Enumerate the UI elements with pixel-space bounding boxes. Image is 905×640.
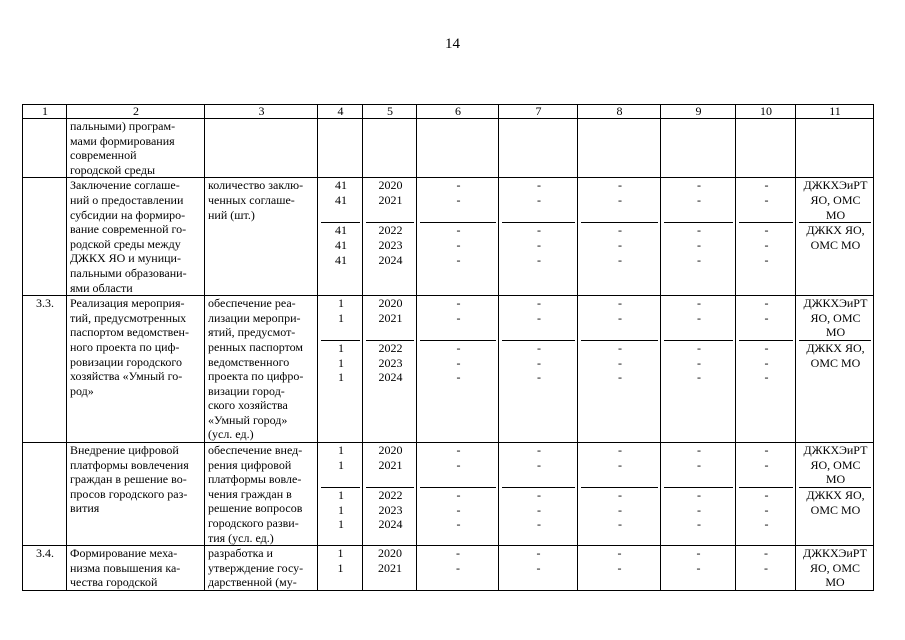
- indicator-name: разработка и: [208, 546, 273, 561]
- dash: -: [764, 252, 769, 267]
- dash: -: [618, 341, 622, 356]
- dash: -: [697, 488, 701, 503]
- dash: -: [456, 355, 461, 370]
- activity-name: просов городского раз-: [70, 486, 188, 501]
- indicator-name: ятий, предусмот-: [208, 325, 296, 340]
- activity-name: ний о предоставлении: [70, 192, 184, 207]
- year: 2020: [378, 178, 403, 193]
- item-number-cell: [23, 119, 67, 178]
- item-number-cell: [23, 296, 67, 443]
- indicator-name: количество заклю-: [208, 178, 304, 193]
- dash-cell: [661, 443, 736, 546]
- year: 2022: [378, 223, 403, 238]
- value-cell: [318, 546, 363, 591]
- dash: -: [618, 443, 622, 458]
- value: 1: [338, 517, 344, 532]
- dash: -: [697, 517, 701, 532]
- dash: -: [618, 488, 622, 503]
- executor-cell: [796, 296, 874, 443]
- dash: -: [697, 502, 701, 517]
- dash: -: [456, 341, 461, 356]
- executor: МО: [825, 325, 846, 340]
- item-number: 3.3.: [36, 296, 54, 311]
- dash: -: [537, 178, 541, 193]
- executor: ДЖКХЭиРТ: [803, 546, 867, 561]
- dash: -: [537, 457, 541, 472]
- activity-name: хозяйства «Умный го-: [70, 369, 183, 384]
- indicator-name: дарственной (му-: [208, 575, 297, 590]
- dash: -: [764, 178, 769, 193]
- dash: -: [764, 237, 769, 252]
- dash-cell: [499, 443, 578, 546]
- dash-cell: [578, 296, 661, 443]
- value-cell: [318, 178, 363, 296]
- activity-name: вание современной го-: [70, 222, 187, 237]
- year: 2021: [378, 192, 403, 207]
- value: 1: [338, 310, 344, 325]
- executor: ДЖКХЭиРТ: [803, 178, 868, 193]
- dash: -: [537, 237, 541, 252]
- header-cell: 1: [23, 105, 67, 119]
- dash: -: [456, 192, 461, 207]
- dash: -: [764, 370, 769, 385]
- value: 41: [335, 192, 347, 207]
- dash: -: [537, 223, 541, 238]
- indicator-name: визации город-: [208, 383, 285, 398]
- dash: -: [456, 178, 461, 193]
- dash: -: [697, 296, 701, 311]
- activity-name: род»: [70, 383, 94, 398]
- executor: ЯО, ОМС: [809, 560, 860, 575]
- dash: -: [764, 546, 768, 561]
- value: 1: [338, 370, 344, 385]
- year: 2020: [378, 546, 402, 561]
- year: 2024: [378, 252, 403, 267]
- data-table: [22, 104, 874, 591]
- dash: -: [536, 560, 541, 575]
- executor: ЯО, ОМС: [810, 192, 861, 207]
- executor: ЯО, ОМС: [810, 457, 861, 472]
- year-cell: [363, 119, 417, 178]
- value: 1: [338, 502, 344, 517]
- dash: -: [618, 517, 622, 532]
- executor: ДЖКХ ЯО,: [806, 223, 865, 238]
- dash: -: [618, 178, 622, 193]
- page-number: 14: [445, 36, 460, 52]
- year: 2023: [378, 237, 403, 252]
- indicator-name-cell: [205, 178, 318, 296]
- dash: -: [764, 192, 769, 207]
- dash: -: [617, 546, 622, 561]
- header-cell: 3: [205, 105, 318, 119]
- year-cell: [363, 178, 417, 296]
- indicator-name: ведомственного: [208, 354, 290, 369]
- indicator-name-cell: [205, 119, 318, 178]
- indicator-name: тия (усл. ед.): [208, 530, 274, 545]
- activity-name: платформы вовлечения: [70, 457, 189, 472]
- value: 41: [335, 223, 347, 238]
- dash-cell: [499, 178, 578, 296]
- table-row: [23, 296, 874, 443]
- value-cell: [318, 443, 363, 546]
- value: 1: [338, 296, 344, 311]
- dash-cell: [661, 178, 736, 296]
- table-row: [23, 443, 874, 546]
- dash-cell: [499, 119, 578, 178]
- header-cell: 6: [417, 105, 499, 119]
- dash: -: [764, 457, 769, 472]
- indicator-name: платформы вовле-: [208, 472, 302, 487]
- dash: -: [697, 341, 701, 356]
- dash-cell: [736, 546, 796, 591]
- dash: -: [537, 502, 541, 517]
- indicator-name: (усл. ед.): [208, 427, 254, 442]
- year: 2021: [378, 560, 402, 575]
- dash: -: [537, 355, 541, 370]
- dash: -: [618, 355, 622, 370]
- activity-name-cell: [67, 178, 205, 296]
- year: 2022: [378, 341, 403, 356]
- dash: -: [618, 296, 622, 311]
- dash: -: [764, 223, 769, 238]
- dash: -: [764, 443, 769, 458]
- header-cell: 11: [796, 105, 874, 119]
- dash: -: [537, 296, 541, 311]
- value: 1: [338, 443, 344, 458]
- dash-cell: [736, 178, 796, 296]
- activity-name: Реализация мероприя-: [70, 296, 185, 311]
- table-row: [23, 119, 874, 178]
- year: 2023: [378, 355, 403, 370]
- value-cell: [318, 296, 363, 443]
- dash: -: [537, 370, 541, 385]
- dash-cell: [417, 546, 499, 591]
- executor: МО: [825, 472, 846, 487]
- executor: МО: [825, 207, 846, 222]
- activity-name: граждан в решение во-: [70, 472, 187, 487]
- dash: -: [617, 560, 622, 575]
- dash: -: [456, 488, 461, 503]
- value-cell: [318, 119, 363, 178]
- dash-cell: [578, 178, 661, 296]
- item-number-cell: [23, 443, 67, 546]
- indicator-name: городского разви-: [208, 516, 299, 531]
- indicator-name: проекта по цифро-: [208, 369, 304, 384]
- dash: -: [456, 223, 461, 238]
- dash: -: [697, 237, 701, 252]
- activity-name-cell: [67, 546, 205, 591]
- dash: -: [537, 488, 541, 503]
- executor: ДЖКХ ЯО,: [806, 488, 865, 503]
- dash: -: [456, 502, 461, 517]
- header-cell: 9: [661, 105, 736, 119]
- activity-name: Внедрение цифровой: [70, 443, 179, 458]
- dash: -: [697, 457, 701, 472]
- dash: -: [618, 502, 622, 517]
- indicator-name-cell: [205, 296, 318, 443]
- dash: -: [456, 457, 461, 472]
- value: 1: [338, 355, 344, 370]
- indicator-name: ний (шт.): [208, 207, 255, 222]
- header-cell: 10: [736, 105, 796, 119]
- executor-cell: [796, 119, 874, 178]
- dash: -: [764, 502, 769, 517]
- year: 2022: [378, 488, 403, 503]
- dash: -: [537, 192, 541, 207]
- activity-name: пальными образовани-: [70, 265, 187, 280]
- executor: МО: [825, 575, 845, 590]
- value: 1: [337, 546, 344, 561]
- item-number: 3.4.: [36, 546, 54, 561]
- activity-name-cell: [67, 119, 205, 178]
- dash: -: [456, 237, 461, 252]
- dash-cell: [417, 178, 499, 296]
- dash: -: [537, 252, 541, 267]
- dash-cell: [578, 443, 661, 546]
- activity-name: ДЖКХ ЯО и муници-: [70, 251, 181, 266]
- indicator-name: утверждение госу-: [208, 560, 304, 575]
- executor: ОМС МО: [810, 355, 861, 370]
- year-cell: [363, 546, 417, 591]
- year-cell: [363, 443, 417, 546]
- indicator-name: чения граждан в: [208, 486, 292, 501]
- table-row: [23, 546, 874, 591]
- dash-cell: [736, 296, 796, 443]
- dash: -: [456, 546, 460, 561]
- activity-name: городской среды: [70, 162, 156, 177]
- indicator-name: ского хозяйства: [208, 398, 288, 413]
- dash: -: [764, 488, 769, 503]
- dash: -: [456, 560, 460, 575]
- activity-name-cell: [67, 296, 205, 443]
- dash: -: [696, 560, 701, 575]
- activity-name-cell: [67, 443, 205, 546]
- dash: -: [618, 457, 622, 472]
- activity-name: чества городской: [70, 575, 158, 590]
- dash-cell: [661, 546, 736, 591]
- header-cell: 5: [363, 105, 417, 119]
- indicator-name: лизации меропри-: [208, 310, 301, 325]
- dash: -: [697, 443, 701, 458]
- value: 41: [335, 252, 347, 267]
- dash: -: [764, 560, 768, 575]
- header-cell: 7: [499, 105, 578, 119]
- activity-name: мами формирования: [70, 133, 175, 148]
- dash: -: [456, 443, 461, 458]
- header-cell: 2: [67, 105, 205, 119]
- dash-cell: [661, 296, 736, 443]
- value: 1: [338, 488, 344, 503]
- activity-name: низма повышения ка-: [70, 560, 181, 575]
- dash: -: [697, 370, 701, 385]
- dash: -: [618, 310, 622, 325]
- activity-name: паспортом ведомствен-: [70, 325, 189, 340]
- dash: -: [618, 370, 622, 385]
- activity-name: родской среды между: [70, 236, 181, 251]
- executor: ДЖКХЭиРТ: [803, 296, 868, 311]
- activity-name: тий, предусмотренных: [70, 310, 187, 325]
- dash: -: [764, 296, 769, 311]
- year: 2024: [378, 517, 403, 532]
- dash: -: [618, 252, 622, 267]
- indicator-name: решение вопросов: [208, 501, 303, 516]
- dash: -: [456, 296, 461, 311]
- executor: ДЖКХ ЯО,: [806, 341, 865, 356]
- dash: -: [697, 223, 701, 238]
- item-number-cell: [23, 178, 67, 296]
- activity-name: пальными) програм-: [70, 119, 176, 133]
- header-cell: 4: [318, 105, 363, 119]
- activity-name: ровизации городского: [70, 354, 182, 369]
- dash: -: [537, 341, 541, 356]
- dash-cell: [661, 119, 736, 178]
- year: 2023: [378, 502, 403, 517]
- year: 2021: [378, 310, 403, 325]
- dash: -: [618, 223, 622, 238]
- value: 1: [338, 341, 344, 356]
- activity-name: Формирование меха-: [70, 546, 178, 561]
- activity-name: ями области: [70, 280, 133, 295]
- dash: -: [697, 355, 701, 370]
- dash-cell: [499, 296, 578, 443]
- executor-cell: [796, 178, 874, 296]
- activity-name: современной: [70, 148, 137, 163]
- executor: ОМС МО: [810, 502, 861, 517]
- dash: -: [618, 237, 622, 252]
- year: 2021: [378, 457, 403, 472]
- indicator-name: ченных соглаше-: [208, 192, 295, 207]
- activity-name: вития: [70, 501, 100, 516]
- dash: -: [537, 310, 541, 325]
- dash: -: [537, 517, 541, 532]
- dash: -: [456, 517, 461, 532]
- indicator-name-cell: [205, 546, 318, 591]
- indicator-name-cell: [205, 443, 318, 546]
- dash-cell: [417, 443, 499, 546]
- year: 2024: [378, 370, 403, 385]
- dash: -: [764, 355, 769, 370]
- dash: -: [764, 310, 769, 325]
- dash: -: [697, 310, 701, 325]
- dash: -: [456, 310, 461, 325]
- executor: ЯО, ОМС: [810, 310, 861, 325]
- dash: -: [618, 192, 622, 207]
- year: 2020: [378, 443, 403, 458]
- dash-cell: [578, 546, 661, 591]
- table-row: [23, 178, 874, 296]
- dash: -: [764, 517, 769, 532]
- header-cell: 8: [578, 105, 661, 119]
- dash: -: [696, 546, 701, 561]
- value: 41: [335, 237, 347, 252]
- dash-cell: [417, 119, 499, 178]
- dash: -: [764, 341, 769, 356]
- value: 1: [338, 457, 344, 472]
- dash: -: [697, 178, 701, 193]
- dash: -: [536, 546, 541, 561]
- indicator-name: обеспечение внед-: [208, 443, 303, 458]
- activity-name: Заключение соглаше-: [70, 178, 180, 193]
- activity-name: ного проекта по циф-: [70, 339, 180, 354]
- item-number-cell: [23, 546, 67, 591]
- indicator-name: рения цифровой: [208, 457, 292, 472]
- executor-cell: [796, 443, 874, 546]
- dash-cell: [736, 119, 796, 178]
- value: 41: [335, 178, 347, 193]
- value: 1: [337, 560, 344, 575]
- dash-cell: [578, 119, 661, 178]
- executor: ДЖКХЭиРТ: [803, 443, 868, 458]
- dash-cell: [499, 546, 578, 591]
- header-row: [23, 105, 874, 119]
- dash-cell: [417, 296, 499, 443]
- year: 2020: [378, 296, 403, 311]
- dash: -: [697, 252, 701, 267]
- executor-cell: [796, 546, 874, 591]
- indicator-name: обеспечение реа-: [208, 296, 296, 311]
- dash: -: [456, 370, 461, 385]
- year-cell: [363, 296, 417, 443]
- dash: -: [537, 443, 541, 458]
- executor: ОМС МО: [810, 237, 861, 252]
- indicator-name: ренных паспортом: [208, 339, 304, 354]
- indicator-name: «Умный город»: [208, 412, 288, 427]
- dash-cell: [736, 443, 796, 546]
- activity-name: субсидии на формиро-: [70, 207, 186, 222]
- dash: -: [697, 192, 701, 207]
- dash: -: [456, 252, 461, 267]
